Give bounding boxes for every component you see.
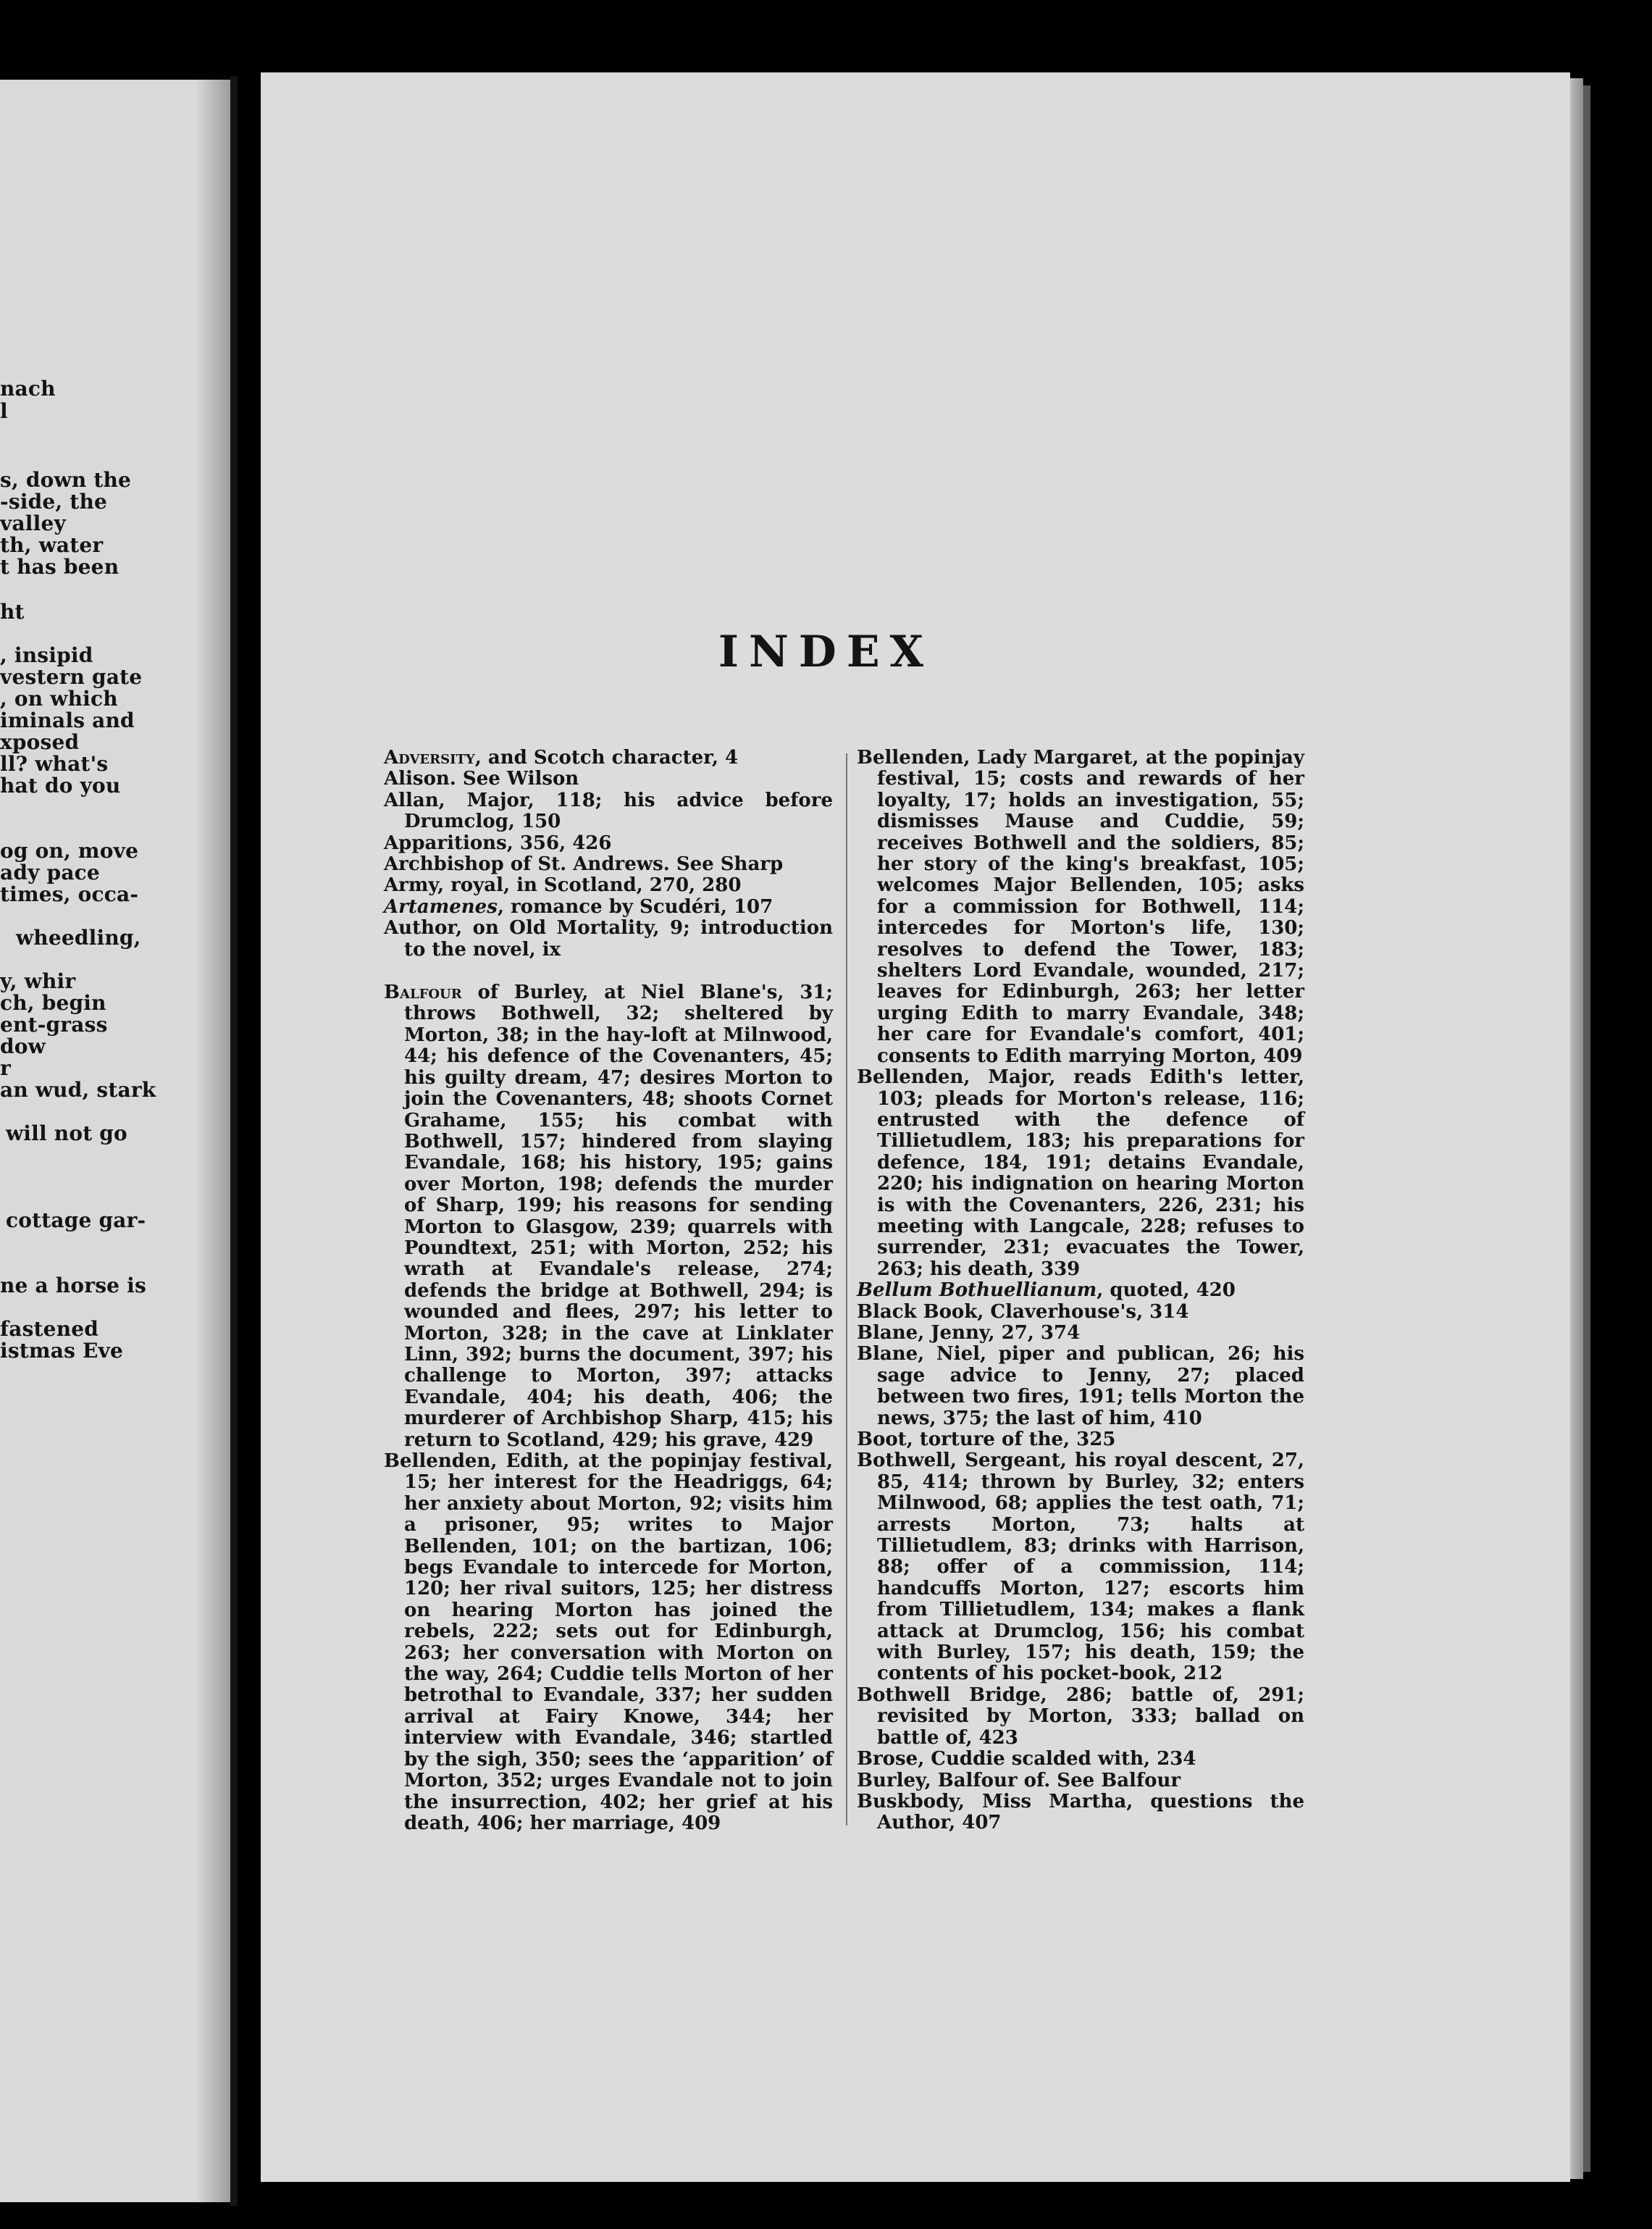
left-fragment: l [0, 399, 8, 423]
index-title: INDEX [718, 627, 934, 677]
index-entry [384, 982, 833, 1451]
index-entry [384, 897, 833, 918]
index-entry: Brose, Cuddie scalded with, 234 [857, 1748, 1196, 1770]
index-entry [857, 1280, 1304, 1301]
index-entry: Bothwell Bridge, 286; battle of, 291; revisited by Morton, 333; ballad on battle of, 423 [857, 1684, 1304, 1749]
left-fragment: xposed [0, 730, 80, 754]
index-entry: Archbishop of St. Andrews. See Sharp [384, 853, 784, 876]
left-fragment: istmas Eve [0, 1339, 124, 1363]
index-entry: Bellenden, Edith, at the popinjay festival, 15; her interest for the Headriggs, 64; her anxiety about Morton, 92; visits him a prisoner, 95; writes to Major Bellenden, 101; on the bartizan, 106; begs Evandale to intercede for Morton, 120; her rival suitors, 125; her distress on hearing Morton has joined the rebels, 222; sets out for Edinburgh, 263; her conversation with Morton on the way, 264; Cuddie tells Morton of her betrothal to Evandale, 337; her sudden arrival at Fairy Knowe, 344; her interview with Evandale, 346; startled by the sigh, 350; sees the ‘apparition’ of Morton, 352; urges Evandale not to join the insurrection, 402; her grief at his death, 406; her marriage, 409 [384, 1450, 833, 1834]
index-column-right [857, 748, 1304, 1834]
left-fragment: ady pace [0, 861, 100, 885]
index-column-left [384, 748, 833, 1834]
entry-text: of Burley, at Niel Blane's, 31; throws Bothwell, 32; sheltered by Morton, 38; in the hay-loft at Milnwood, 44; his defence of the Covenanters, 45; his guilty dream, 47; desires Morton to join the Covenanters, 48; shoots Cornet Grahame, 155; his combat with Bothwell, 157; hindered from slaying Evandale, 168; his history, 195; gains over Morton, 198; defends the murder of Sharp, 199; his reasons for sending Morton to Glasgow, 239; quarrels with Poundtext, 251; with Morton, 252; his wrath at Evandale's release, 274; defends the bridge at Bothwell, 294; is wounded and flees, 297; his letter to Morton, 328; in the cave at Linklater Linn, 392; burns the document, 397; his challenge to Morton, 397; attacks Evandale, 404; his death, 406; the murderer of Archbishop Sharp, 415; his return to Scotland, 429; his grave, 429 [404, 982, 833, 1451]
index-entry: Blane, Jenny, 27, 374 [857, 1321, 1081, 1344]
index-entry: Burley, Balfour of. See Balfour [857, 1769, 1181, 1791]
page-edge-shadow [1583, 85, 1590, 2172]
index-entry: Blane, Niel, piper and publican, 26; his sage advice to Jenny, 27; placed between two fires, 191; tells Morton the news, 375; the last of him, 410 [857, 1343, 1304, 1429]
left-fragment: valley [0, 511, 66, 535]
entry-text: , romance by Scudéri, 107 [497, 895, 773, 918]
left-fragment: -side, the [0, 490, 108, 514]
index-entry: Bothwell, Sergeant, his royal descent, 27, 85, 414; thrown by Burley, 32; enters Milnwood, 68; applies the test oath, 71; arrests Morton, 73; halts at Tillietudlem, 83; drinks with Harrison, 88; offer of a commission, 114; handcuffs Morton, 127; escorts him from Tillietudlem, 134; makes a flank attack at Drumclog, 156; his combat with Burley, 157; his death, 159; the contents of his pocket-book, 212 [857, 1450, 1304, 1685]
left-fragment: th, water [0, 533, 104, 557]
index-entry: Apparitions, 356, 426 [384, 832, 612, 854]
index-entry: Bellenden, Lady Margaret, at the popinjay festival, 15; costs and rewards of her loyalty, 17; holds an investigation, 55; dismisses Mause and Cuddie, 59; receives Bothwell and the soldiers, 85; her story of the king's breakfast, 105; welcomes Major Bellenden, 105; asks for a commission for Bothwell, 114; intercedes for Morton's life, 130; resolves to defend the Tower, 183; shelters Lord Evandale, wounded, 217; leaves for Edinburgh, 263; her letter urging Edith to marry Evandale, 348; her care for Evandale's comfort, 401; consents to Edith marrying Morton, 409 [857, 747, 1304, 1067]
left-fragment: vestern gate [0, 665, 143, 689]
left-fragment: ent-grass [0, 1013, 108, 1037]
entry-text: , and Scotch character, 4 [474, 747, 739, 769]
index-entry: Author, on Old Mortality, 9; introduction to the novel, ix [384, 917, 833, 961]
left-fragment: t has been [0, 555, 120, 579]
left-fragment: s, down the [0, 468, 132, 492]
left-fragment: an wud, stark [0, 1078, 156, 1102]
left-page-text [0, 0, 230, 2229]
left-fragment: y, whir [0, 969, 76, 993]
entry-text: , quoted, 420 [1097, 1279, 1236, 1302]
entry-head: Balfour [384, 982, 462, 1004]
left-fragment: ht [0, 600, 25, 624]
left-fragment: hat do you [0, 774, 121, 798]
index-entry: Alison. See Wilson [384, 768, 579, 790]
left-fragment: , on which [0, 687, 118, 711]
index-entry: Allan, Major, 118; his advice before Drumclog, 150 [384, 789, 833, 833]
left-fragment: r [0, 1056, 11, 1080]
entry-head: Adversity [384, 747, 475, 769]
left-fragment: will not go [6, 1121, 127, 1145]
left-fragment: wheedling, [16, 926, 141, 950]
left-fragment: iminals and [0, 708, 135, 732]
left-fragment: , insipid [0, 643, 93, 667]
column-divider [846, 753, 847, 1826]
index-entry: Black Book, Claverhouse's, 314 [857, 1300, 1189, 1323]
index-entry: Bellenden, Major, reads Edith's letter, 103; pleads for Morton's release, 116; entrusted with the defence of Tillietudlem, 183; his preparations for defence, 184, 191; detains Evandale, 220; his indignation on hearing Morton is with the Covenanters, 226, 231; his meeting with Langcale, 228; refuses to surrender, 231; evacuates the Tower, 263; his death, 339 [857, 1066, 1304, 1280]
index-entry: Boot, torture of the, 325 [857, 1429, 1116, 1450]
left-fragment: dow [0, 1034, 46, 1058]
left-fragment: nach [0, 377, 56, 401]
index-entry [384, 748, 833, 769]
index-entry: Buskbody, Miss Martha, questions the Author, 407 [857, 1790, 1304, 1834]
left-fragment: cottage gar- [6, 1208, 146, 1232]
entry-head: Artamenes [384, 895, 498, 918]
index-entry: Army, royal, in Scotland, 270, 280 [384, 874, 742, 897]
entry-head: Bellum Bothuellianum [857, 1279, 1097, 1302]
section-gap [384, 961, 833, 982]
page-edge [1570, 78, 1583, 2179]
left-fragment: times, occa- [0, 882, 139, 906]
left-fragment: og on, move [0, 839, 139, 863]
left-fragment: ll? what's [0, 752, 109, 776]
left-fragment: ne a horse is [0, 1274, 146, 1297]
left-fragment: ch, begin [0, 991, 106, 1015]
left-fragment: fastened [0, 1317, 99, 1341]
gutter-line [230, 76, 238, 2206]
